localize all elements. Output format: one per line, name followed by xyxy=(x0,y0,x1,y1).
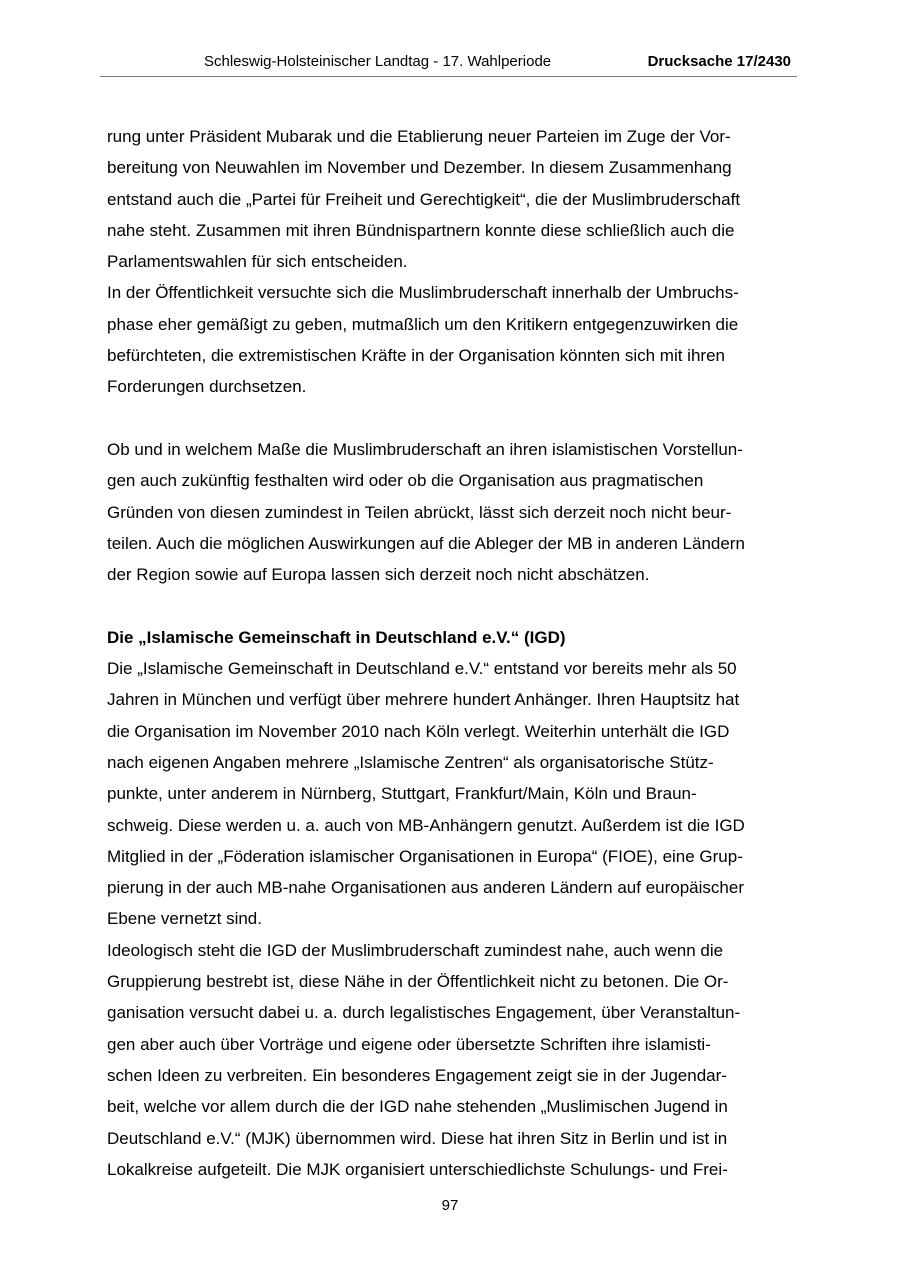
text-line: bereitung von Neuwahlen im November und Dezember. In diesem Zusammenhang xyxy=(107,158,732,178)
text-line: Die „Islamische Gemeinschaft in Deutschland e.V.“ entstand vor bereits mehr als 50 xyxy=(107,659,737,679)
text-line: entstand auch die „Partei für Freiheit und Gerechtigkeit“, die der Muslimbruderschaft xyxy=(107,189,741,209)
text-line: beit, welche vor allem durch die der IGD nahe stehenden „Muslimischen Jugend in xyxy=(107,1097,728,1117)
text-line: phase eher gemäßigt zu geben, mutmaßlich um den Kritikern entgegenzuwirken die xyxy=(107,314,739,334)
text-line: gen auch zukünftig festhalten wird oder ob die Organisation aus pragmatischen xyxy=(107,471,704,491)
text-line: die Organisation im November 2010 nach Köln verlegt. Weiterhin unterhält die IGD xyxy=(107,721,730,741)
paragraph-spacer xyxy=(107,590,797,621)
text-line: punkte, unter anderem in Nürnberg, Stuttgart, Frankfurt/Main, Köln und Braun- xyxy=(107,784,697,804)
header-title: Schleswig-Holsteinischer Landtag - 17. Wahlperiode xyxy=(204,53,552,70)
text-line: teilen. Auch die möglichen Auswirkungen auf die Ableger der MB in anderen Ländern xyxy=(107,533,745,553)
document-number: Drucksache 17/2430 xyxy=(647,53,791,70)
text-line: Forderungen durchsetzen. xyxy=(107,377,307,397)
text-line: Jahren in München und verfügt über mehrere hundert Anhänger. Ihren Hauptsitz hat xyxy=(107,690,740,710)
paragraph xyxy=(107,277,797,402)
text-line: gen aber auch über Vorträge und eigene oder übersetzte Schriften ihre islamisti- xyxy=(107,1034,711,1054)
text-line: rung unter Präsident Mubarak und die Etablierung neuer Parteien im Zuge der Vor- xyxy=(107,127,731,146)
text-line: Ebene vernetzt sind. xyxy=(107,909,262,929)
paragraph xyxy=(107,121,797,277)
text-line: Gruppierung bestrebt ist, diese Nähe in der Öffentlichkeit nicht zu betonen. Die Or- xyxy=(107,972,729,992)
text-line: Ideologisch steht die IGD der Muslimbruderschaft zumindest nahe, auch wenn die xyxy=(107,940,724,960)
paragraph xyxy=(107,935,797,1185)
page-header xyxy=(100,52,797,77)
text-line: nach eigenen Angaben mehrere „Islamische Zentren“ als organisatorische Stütz- xyxy=(107,752,714,772)
text-line: nahe steht. Zusammen mit ihren Bündnispartnern konnte diese schließlich auch die xyxy=(107,220,735,240)
text-line: der Region sowie auf Europa lassen sich derzeit noch nicht abschätzen. xyxy=(107,565,650,585)
text-line: schweig. Diese werden u. a. auch von MB-Anhängern genutzt. Außerdem ist die IGD xyxy=(107,815,745,835)
page-number: 97 xyxy=(441,1197,459,1214)
section-heading: Die „Islamische Gemeinschaft in Deutschland e.V.“ (IGD) xyxy=(107,627,566,647)
text-line: Mitglied in der „Föderation islamischer Organisationen in Europa“ (FIOE), eine Grup- xyxy=(107,846,743,866)
text-line: In der Öffentlichkeit versuchte sich die Muslimbruderschaft innerhalb der Umbruchs- xyxy=(107,283,739,303)
section-igd xyxy=(107,622,797,935)
text-line: Gründen von diesen zumindest in Teilen abrückt, lässt sich derzeit noch nicht beur- xyxy=(107,502,732,522)
text-line: pierung in der auch MB-nahe Organisationen aus anderen Ländern auf europäischer xyxy=(107,878,744,898)
text-line: befürchteten, die extremistischen Kräfte in der Organisation könnten sich mit ihren xyxy=(107,346,725,366)
text-line: Lokalkreise aufgeteilt. Die MJK organisiert unterschiedlichste Schulungs- und Frei- xyxy=(107,1159,728,1179)
document-body xyxy=(107,121,797,1185)
text-line: Deutschland e.V.“ (MJK) übernommen wird. Diese hat ihren Sitz in Berlin und ist in xyxy=(107,1128,728,1148)
paragraph-spacer xyxy=(107,403,797,434)
text-line: schen Ideen zu verbreiten. Ein besonderes Engagement zeigt sie in der Jugendar- xyxy=(107,1065,727,1085)
text-line: Parlamentswahlen für sich entscheiden. xyxy=(107,252,408,272)
text-line: ganisation versucht dabei u. a. durch legalistisches Engagement, über Veranstaltun- xyxy=(107,1003,741,1023)
text-line: Ob und in welchem Maße die Muslimbruderschaft an ihren islamistischen Vorstellun- xyxy=(107,439,743,459)
paragraph xyxy=(107,434,797,590)
